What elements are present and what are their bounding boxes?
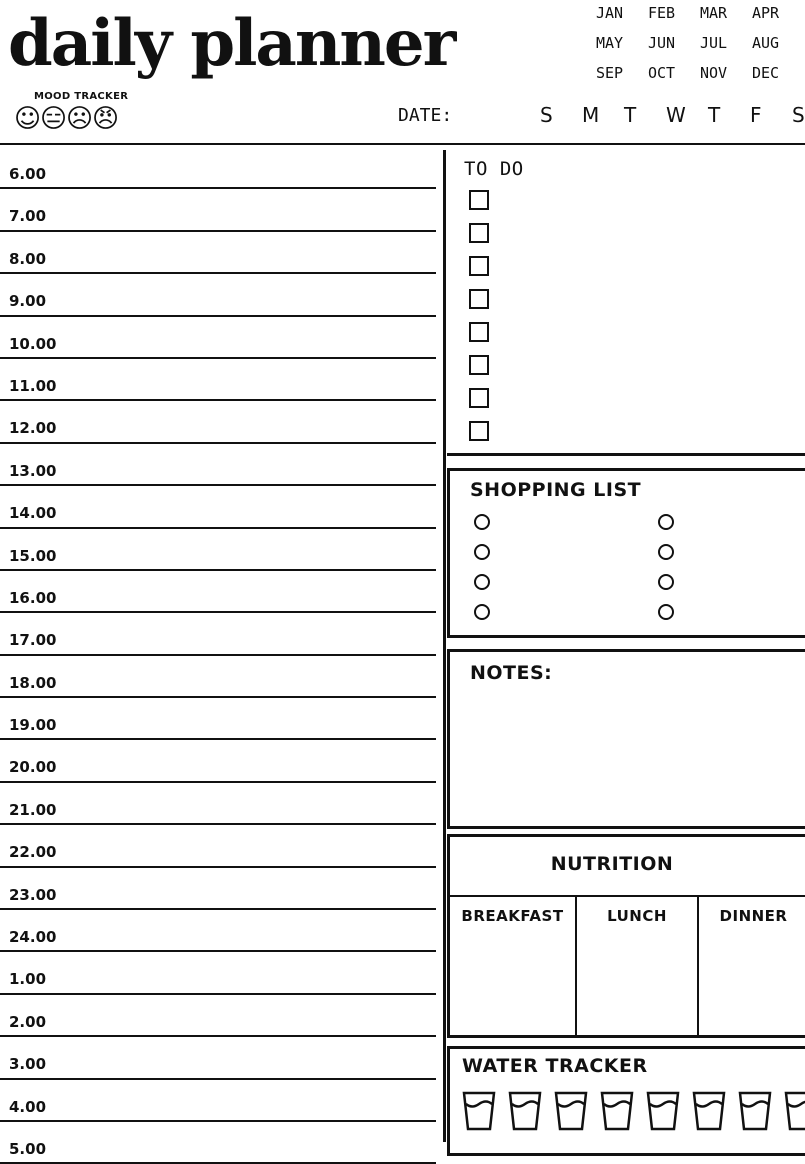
month-may[interactable]: MAY bbox=[596, 34, 624, 52]
weekday-0[interactable]: S bbox=[540, 103, 553, 127]
month-jul[interactable]: JUL bbox=[700, 34, 728, 52]
shopping-bullet-icon[interactable] bbox=[658, 544, 674, 560]
hour-label: 11.00 bbox=[9, 376, 57, 395]
neutral-face-icon[interactable]: 😑 bbox=[40, 104, 68, 134]
todo-checkbox[interactable] bbox=[469, 322, 489, 342]
hour-row[interactable] bbox=[0, 486, 436, 528]
mood-tracker-label: MOOD TRACKER bbox=[34, 91, 129, 102]
month-oct[interactable]: OCT bbox=[648, 64, 676, 82]
weekday-2[interactable]: T bbox=[624, 103, 637, 127]
hour-label: 4.00 bbox=[9, 1097, 47, 1116]
shopping-bullet-icon[interactable] bbox=[658, 604, 674, 620]
nutrition-panel bbox=[447, 834, 805, 1038]
hour-label: 8.00 bbox=[9, 249, 47, 268]
todo-checkbox[interactable] bbox=[469, 388, 489, 408]
hour-row[interactable] bbox=[0, 740, 436, 782]
hour-row[interactable] bbox=[0, 401, 436, 443]
todo-checkbox[interactable] bbox=[469, 223, 489, 243]
weekday-6[interactable]: S bbox=[792, 103, 805, 127]
water-cup-icon[interactable] bbox=[462, 1091, 496, 1131]
hour-label: 16.00 bbox=[9, 588, 57, 607]
hour-label: 20.00 bbox=[9, 758, 57, 777]
hour-row[interactable] bbox=[0, 444, 436, 486]
hour-row[interactable] bbox=[0, 571, 436, 613]
hour-row[interactable] bbox=[0, 825, 436, 867]
todo-checkbox[interactable] bbox=[469, 421, 489, 441]
shopping-bullet-icon[interactable] bbox=[658, 574, 674, 590]
month-jan[interactable]: JAN bbox=[596, 4, 624, 22]
hour-label: 14.00 bbox=[9, 504, 57, 523]
hour-row[interactable] bbox=[0, 910, 436, 952]
water-tracker-panel bbox=[447, 1046, 805, 1156]
weekday-4[interactable]: T bbox=[708, 103, 721, 127]
month-selector bbox=[596, 4, 805, 82]
breakfast-label: BREAKFAST bbox=[461, 907, 564, 925]
header-divider bbox=[0, 143, 805, 145]
month-sep[interactable]: SEP bbox=[596, 64, 624, 82]
hour-label: 12.00 bbox=[9, 419, 57, 438]
hour-label: 22.00 bbox=[9, 843, 57, 862]
water-cup-icon[interactable] bbox=[600, 1091, 634, 1131]
shopping-bullet-icon[interactable] bbox=[474, 544, 490, 560]
hour-row[interactable] bbox=[0, 359, 436, 401]
hour-row[interactable] bbox=[0, 1122, 436, 1164]
hour-label: 9.00 bbox=[9, 292, 47, 311]
hour-row[interactable] bbox=[0, 783, 436, 825]
breakfast-column[interactable] bbox=[450, 895, 577, 1035]
water-cup-icon[interactable] bbox=[646, 1091, 680, 1131]
hour-row[interactable] bbox=[0, 995, 436, 1037]
sad-face-icon[interactable]: ☹ bbox=[66, 104, 94, 134]
hour-row[interactable] bbox=[0, 1080, 436, 1122]
shopping-list-title: SHOPPING LIST bbox=[470, 479, 642, 501]
todo-panel bbox=[447, 150, 805, 456]
happy-face-icon[interactable]: ☺ bbox=[14, 104, 42, 134]
shopping-bullet-icon[interactable] bbox=[474, 604, 490, 620]
water-cup-icon[interactable] bbox=[508, 1091, 542, 1131]
hour-row[interactable] bbox=[0, 698, 436, 740]
hour-label: 17.00 bbox=[9, 631, 57, 650]
water-cup-icon[interactable] bbox=[738, 1091, 772, 1131]
weekday-5[interactable]: F bbox=[750, 103, 762, 127]
hour-label: 7.00 bbox=[9, 207, 47, 226]
date-label: DATE: bbox=[398, 105, 453, 126]
dinner-label: DINNER bbox=[719, 907, 788, 925]
dinner-column[interactable] bbox=[699, 895, 805, 1035]
weekday-1[interactable]: M bbox=[582, 103, 600, 127]
month-feb[interactable]: FEB bbox=[648, 4, 676, 22]
hour-label: 18.00 bbox=[9, 673, 57, 692]
month-nov[interactable]: NOV bbox=[700, 64, 728, 82]
nutrition-header bbox=[450, 837, 805, 897]
hour-row[interactable] bbox=[0, 868, 436, 910]
column-divider bbox=[443, 150, 446, 1142]
month-jun[interactable]: JUN bbox=[648, 34, 676, 52]
month-aug[interactable]: AUG bbox=[752, 34, 780, 52]
hour-label: 13.00 bbox=[9, 461, 57, 480]
mood-tracker bbox=[14, 91, 128, 134]
hour-row[interactable] bbox=[0, 189, 436, 231]
month-apr[interactable]: APR bbox=[752, 4, 780, 22]
water-tracker-title: WATER TRACKER bbox=[462, 1055, 648, 1077]
hour-row[interactable] bbox=[0, 274, 436, 316]
lunch-label: LUNCH bbox=[607, 907, 667, 925]
hour-row[interactable] bbox=[0, 952, 436, 994]
shopping-bullet-icon[interactable] bbox=[474, 514, 490, 530]
lunch-column[interactable] bbox=[577, 895, 699, 1035]
hour-row[interactable] bbox=[0, 232, 436, 274]
shopping-bullet-icon[interactable] bbox=[658, 514, 674, 530]
water-cup-icon[interactable] bbox=[554, 1091, 588, 1131]
hour-label: 5.00 bbox=[9, 1139, 47, 1158]
shopping-list-panel bbox=[447, 468, 805, 638]
hour-label: 23.00 bbox=[9, 885, 57, 904]
hour-row[interactable] bbox=[0, 656, 436, 698]
hour-row[interactable] bbox=[0, 1037, 436, 1079]
hour-label: 19.00 bbox=[9, 716, 57, 735]
todo-checkbox[interactable] bbox=[469, 256, 489, 276]
mood-faces bbox=[14, 104, 128, 134]
hourly-schedule bbox=[0, 147, 436, 1164]
hour-row[interactable] bbox=[0, 529, 436, 571]
weekday-selector bbox=[540, 103, 805, 127]
water-cup-icon[interactable] bbox=[784, 1091, 805, 1131]
water-cup-icon[interactable] bbox=[692, 1091, 726, 1131]
hour-row[interactable] bbox=[0, 317, 436, 359]
notes-panel bbox=[447, 649, 805, 829]
angry-face-icon[interactable]: 😠 bbox=[92, 104, 120, 134]
todo-title: TO DO bbox=[464, 158, 524, 180]
water-cups bbox=[462, 1091, 805, 1131]
hour-label: 3.00 bbox=[9, 1055, 47, 1074]
month-dec[interactable]: DEC bbox=[752, 64, 780, 82]
hour-label: 21.00 bbox=[9, 800, 57, 819]
hour-label: 10.00 bbox=[9, 334, 57, 353]
hour-label: 24.00 bbox=[9, 928, 57, 947]
todo-checkbox[interactable] bbox=[469, 289, 489, 309]
hour-row[interactable] bbox=[0, 613, 436, 655]
hour-label: 6.00 bbox=[9, 165, 47, 183]
todo-checkbox[interactable] bbox=[469, 355, 489, 375]
todo-checkbox[interactable] bbox=[469, 190, 489, 210]
month-mar[interactable]: MAR bbox=[700, 4, 728, 22]
hour-label: 2.00 bbox=[9, 1012, 47, 1031]
weekday-3[interactable]: W bbox=[666, 103, 686, 127]
notes-title: NOTES: bbox=[470, 662, 553, 684]
hour-row[interactable] bbox=[0, 147, 436, 189]
nutrition-title: NUTRITION bbox=[550, 853, 674, 875]
hour-label: 15.00 bbox=[9, 546, 57, 565]
planner-title: daily planner bbox=[8, 6, 455, 81]
shopping-bullet-icon[interactable] bbox=[474, 574, 490, 590]
hour-label: 1.00 bbox=[9, 970, 47, 989]
